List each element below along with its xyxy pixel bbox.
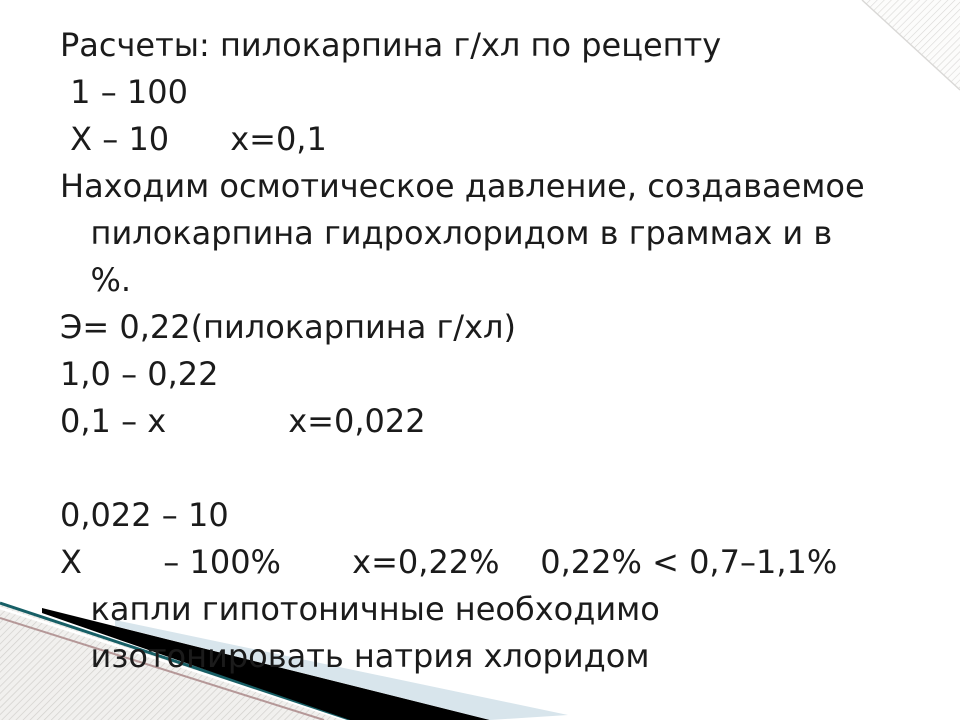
text-line: 0,022 – 10 [60,496,229,534]
text-line: %. [60,261,132,299]
text-line [60,445,940,492]
text-line: Расчеты: пилокарпина г/хл по рецепту [60,26,722,64]
text-line: Э= 0,22(пилокарпина г/хл) [60,308,516,346]
text-line: 1,0 – 0,22 [60,355,219,393]
text-line: изотонировать натрия хлоридом [60,637,650,675]
text-line: 1 – 100 [60,73,188,111]
slide-text-block [60,22,940,680]
text-line: капли гипотоничные необходимо [60,590,660,628]
text-line: Х – 10 х=0,1 [60,120,327,158]
text-line: Находим осмотическое давление, создаваемое [60,167,865,205]
text-line: 0,1 – х х=0,022 [60,402,426,440]
text-line: Х – 100% х=0,22% 0,22% < 0,7–1,1% [60,543,838,581]
text-line: пилокарпина гидрохлоридом в граммах и в [60,214,833,252]
